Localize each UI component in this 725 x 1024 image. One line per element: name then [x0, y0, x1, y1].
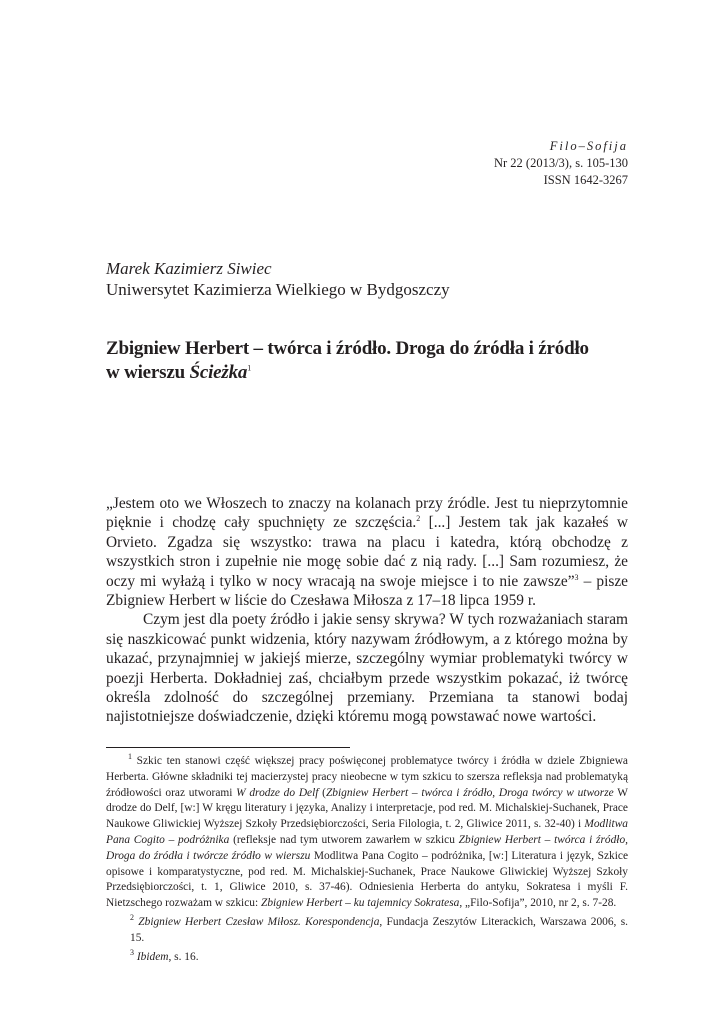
journal-header [380, 138, 628, 189]
journal-name: Filo–Sofija [549, 139, 628, 153]
footnote-2-text: , Fundacja Zeszytów Literackich, Warszawa 2006, s. 15. [130, 915, 628, 944]
footnote-1-text: Modlitwa Pana Cogito – podróżnika, [w:] Literatura i język, Szkice opisowe i komparatystyczne, pod red. M. Michalskiej-Suchanek, Prace Naukowe Gliwickiej Wyższej Szkoły Przedsiębiorczości, t. 1, Gliwice 2010, s. 37-46). Odniesienia Herberta do antyku, Sokratesa i myśli F. Nietzschego rozważam w szkicu: [106, 849, 628, 910]
poem-title: Ścieżka [189, 362, 248, 383]
paragraph-1 [106, 494, 628, 610]
title-line-2-prefix: w wierszu [106, 362, 190, 383]
paragraph-1-text-b: [...] Jestem tak jak kazałeś w Orvieto. Zgadza się wszystko: trawa na placu i katedra, którą obchodzę z wszystkich stron i zupełnie nie mogę sobie dać z nią rady. [...] Sam rozumiesz, że oczy mi wyłażą i tylko w nocy wracają na swoje miejsce i to nie zawsze” [106, 514, 628, 590]
footnote-3-italic: Ibidem [134, 950, 169, 963]
footnote-2-number: 2 [130, 913, 134, 923]
author-name: Marek Kazimierz Siwiec [106, 259, 272, 278]
footnote-divider [106, 747, 350, 748]
footnote-2 [106, 915, 628, 947]
footnote-1-text: W drodze do Delf, [w:] W kręgu literatury i języka, Analizy i interpretacje, pod red. M. Michalskiej-Suchanek, Prace Naukowe Gliwickiej Wyższej Szkoły Przedsiębiorczości, Seria Filologia, t. 2, Gliwice 2011, s. 32-40) i [106, 786, 628, 831]
paragraph-1-text-a: „Jestem oto we Włoszech to znaczy na kolanach przy źródle. Jest tu nieprzytomnie pięknie i chodzę cały spuchnięty ze szczęścia. [106, 495, 628, 532]
title-line-1: Zbigniew Herbert – twórca i źródło. Droga do źródła i źródło [106, 338, 589, 359]
footnote-1-italic: Zbigniew Herbert – twórca i źródło, Droga twórcy w utworze [325, 786, 614, 799]
author-block [106, 258, 626, 300]
footnote-1-italic: Modlitwa Pana Cogito – podróżnika [106, 818, 628, 846]
footnote-2-italic: Zbigniew Herbert Czesław Miłosz. Korespondencja [134, 915, 380, 928]
footnotes [106, 754, 628, 968]
footnote-1-text: ( [318, 786, 326, 799]
article-body [106, 494, 628, 727]
journal-issue: Nr 22 (2013/3), s. 105-130 [493, 156, 628, 170]
footnote-1-text: Szkic ten stanowi część większej pracy poświęconej problematyce twórcy i źródła w dziele Zbigniewa Herberta. Główne składniki tej macierzystej pracy nieobecne w tym szkicu to szersza refleksja nad problematyką źródłowości oraz utworami [106, 755, 628, 799]
footnote-ref-3: 3 [574, 572, 579, 582]
paragraph-2: Czym jest dla poety źródło i jakie sensy skrywa? W tych rozważaniach staram się naszkicować punkt widzenia, który nazywam źródłowym, a z którego można by ukazać, przynajmniej w jakiejś mierze, szczególny wymiar problematyki twórcy w poezji Herberta. Dokładniej zaś, chciałbym przede wszystkim pokazać, iż twórcę określa zdolność do szczególnej przemiany. Przemiana ta stanowi bodaj najistotniejsze doświadczenie, dzięki któremu mogą powstawać nowe wartości. [106, 611, 628, 726]
journal-issn: ISSN 1642-3267 [543, 173, 628, 187]
footnote-3-text: , s. 16. [168, 950, 199, 963]
article-title [106, 337, 636, 385]
footnote-ref-1: 1 [247, 363, 252, 373]
footnote-ref-2: 2 [416, 514, 421, 524]
author-affiliation: Uniwersytet Kazimierza Wielkiego w Bydgoszczy [106, 280, 450, 299]
footnote-1-italic: W drodze do Delf [236, 786, 319, 799]
footnote-3-number: 3 [130, 947, 134, 957]
footnote-1-text: , „Filo-Sofija”, 2010, nr 2, s. 7-28. [459, 897, 617, 910]
footnote-1-text: (refleksje nad tym utworem zawarłem w szkicu [229, 833, 459, 846]
title-line-2 [106, 361, 636, 385]
footnote-3 [106, 947, 628, 966]
footnote-1-italic: Zbigniew Herbert – ku tajemnicy Sokratesa [260, 897, 460, 910]
paragraph-1-text-c: – pisze Zbigniew Herbert w liście do Czesława Miłosza z 17–18 lipca 1959 r. [106, 572, 629, 610]
footnote-1 [106, 754, 628, 912]
footnote-1-italic: Zbigniew Herbert – twórca i źródło, Droga do źródła i twórcze źródło w wierszu [106, 833, 628, 862]
footnote-1-number: 1 [128, 752, 132, 762]
